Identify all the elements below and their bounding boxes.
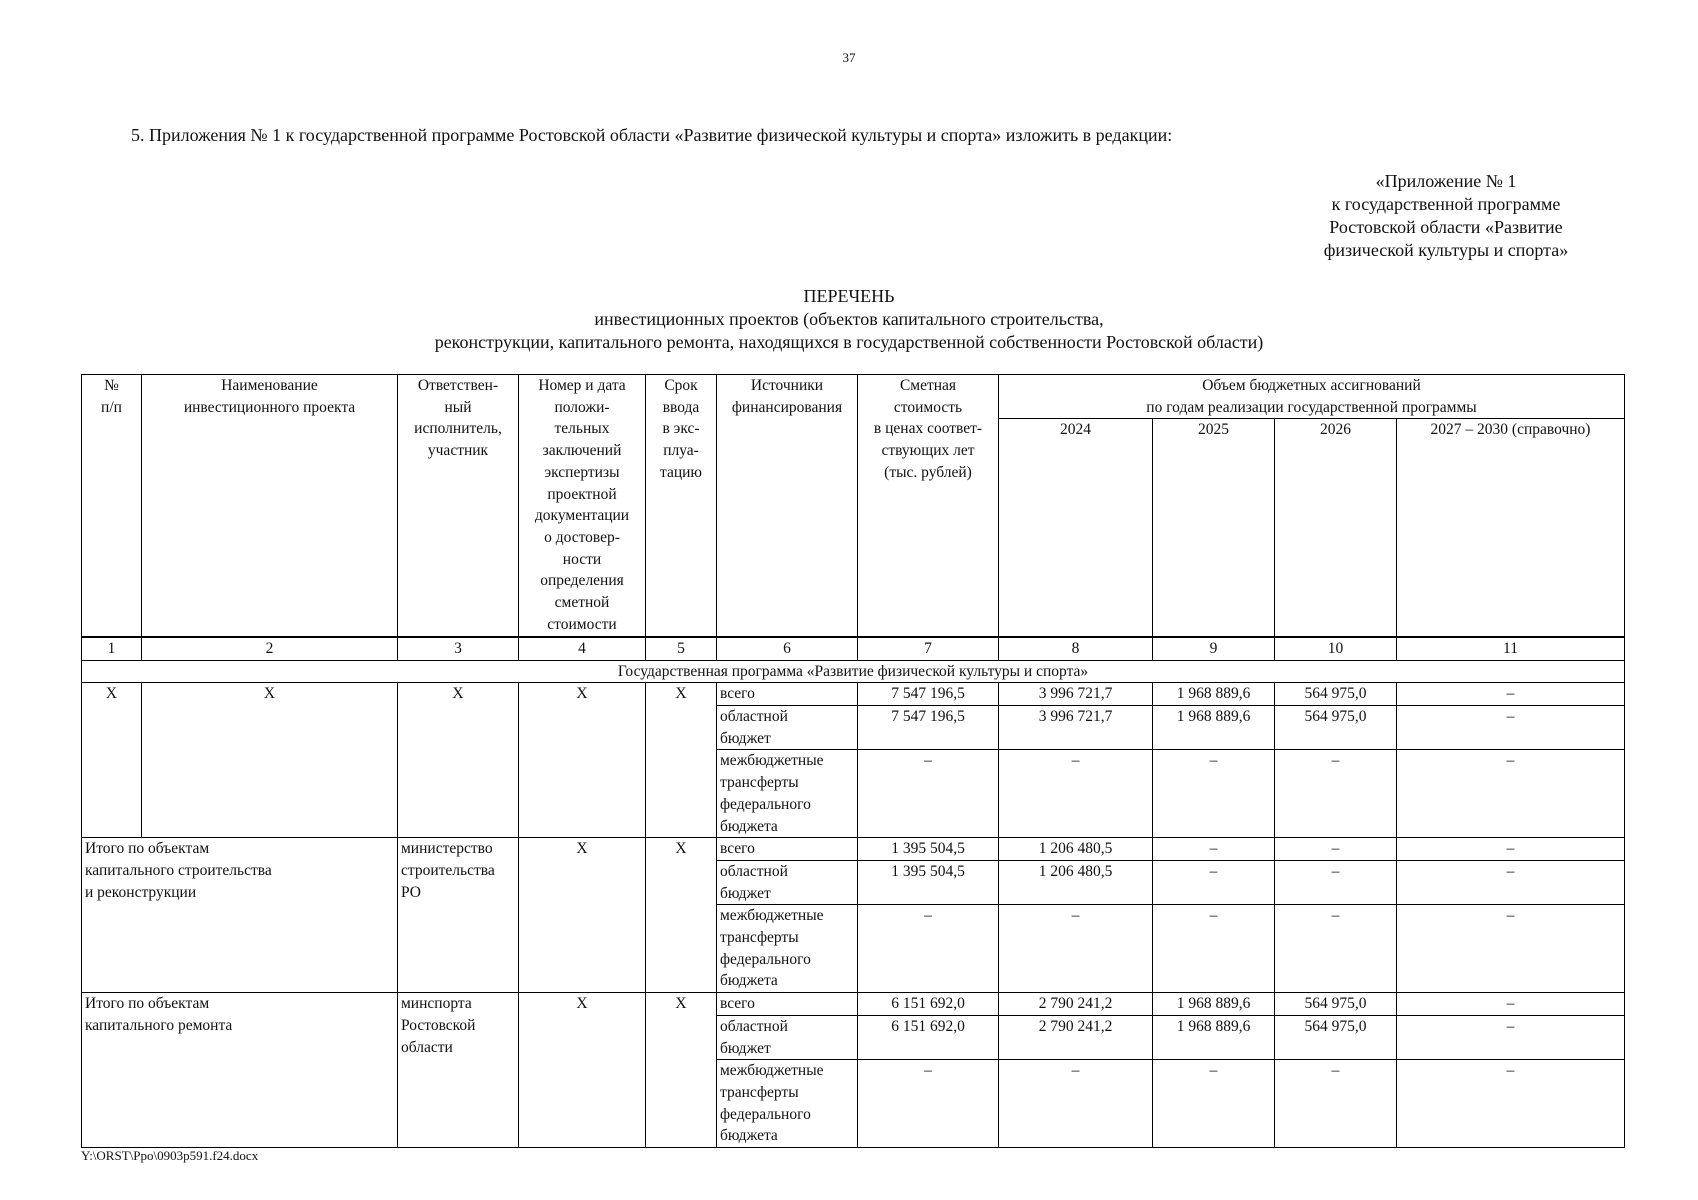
program-cell-5: Х	[646, 683, 717, 838]
year-2024-cell: –	[999, 905, 1153, 993]
year-2024-cell: 1 206 480,5	[999, 838, 1153, 861]
header-cell-budget-group: Объем бюджетных ассигнований по годам реализации государственной программы	[999, 375, 1625, 419]
header-cell-year-2025: 2025	[1153, 419, 1275, 637]
file-path-footer: Y:\ORST\Ppo\0903p591.f24.docx	[81, 1148, 259, 1163]
program-cell-1: Х	[82, 683, 142, 838]
repair-commissioning-cell: Х	[646, 993, 717, 1148]
cost-cell: 7 547 196,5	[858, 683, 999, 706]
table-row	[82, 683, 1625, 706]
year-2024-cell: 1 206 480,5	[999, 860, 1153, 904]
column-number: 6	[717, 637, 858, 660]
header-cell-year-2027-2030: 2027 – 2030 (справочно)	[1397, 419, 1625, 637]
column-number: 3	[398, 637, 519, 660]
year-2027-2030-cell: –	[1397, 1015, 1625, 1059]
year-2026-cell: –	[1275, 838, 1397, 861]
year-2026-cell: –	[1275, 750, 1397, 838]
header-cell-financing-sources: Источники финансирования	[717, 375, 858, 637]
column-number: 5	[646, 637, 717, 660]
year-2027-2030-cell: –	[1397, 683, 1625, 706]
header-cell-year-2024: 2024	[999, 419, 1153, 637]
header-cell-project-name: Наименование инвестиционного проекта	[142, 375, 398, 637]
appendix-caption-line: Ростовской области «Развитие	[1329, 217, 1563, 237]
cost-cell: 6 151 692,0	[858, 1015, 999, 1059]
construction-name-cell: Итого по объектам капитального строительства и реконструкции	[82, 838, 398, 993]
construction-expertise-cell: Х	[519, 838, 646, 993]
source-cell: всего	[717, 993, 858, 1016]
program-cell-4: Х	[519, 683, 646, 838]
header-row	[82, 375, 1625, 419]
cost-cell: –	[858, 1060, 999, 1148]
year-2025-cell: 1 968 889,6	[1153, 1015, 1275, 1059]
page-number: 37	[842, 50, 856, 65]
source-cell: областной бюджет	[717, 706, 858, 750]
column-number: 9	[1153, 637, 1275, 660]
year-2025-cell: 1 968 889,6	[1153, 993, 1275, 1016]
intro-paragraph: 5. Приложения № 1 к государственной программе Ростовской области «Развитие физической культуры и спорта» изложить в редакции:	[131, 125, 1173, 145]
year-2024-cell: 3 996 721,7	[999, 683, 1153, 706]
table-row	[82, 993, 1625, 1016]
title-line: инвестиционных проектов (объектов капитального строительства,	[594, 309, 1104, 329]
year-2027-2030-cell: –	[1397, 993, 1625, 1016]
year-2027-2030-cell: –	[1397, 838, 1625, 861]
source-cell: межбюджетные трансферты федерального бюджета	[717, 1060, 858, 1148]
column-number: 10	[1275, 637, 1397, 660]
repair-name-cell: Итого по объектам капитального ремонта	[82, 993, 398, 1148]
year-2027-2030-cell: –	[1397, 1060, 1625, 1148]
year-2025-cell: –	[1153, 860, 1275, 904]
header-cell-year-2026: 2026	[1275, 419, 1397, 637]
year-2024-cell: –	[999, 750, 1153, 838]
construction-executor-cell: министерство строительства РО	[398, 838, 519, 993]
year-2027-2030-cell: –	[1397, 905, 1625, 993]
cost-cell: 7 547 196,5	[858, 706, 999, 750]
year-2026-cell: –	[1275, 1060, 1397, 1148]
program-cell-2: Х	[142, 683, 398, 838]
source-cell: всего	[717, 838, 858, 861]
column-number: 8	[999, 637, 1153, 660]
repair-executor-cell: минспорта Ростовской области	[398, 993, 519, 1148]
header-cell-estimated-cost: Сметная стоимость в ценах соответ- ствующих лет (тыс. рублей)	[858, 375, 999, 637]
year-2026-cell: 564 975,0	[1275, 706, 1397, 750]
title-line: ПЕРЕЧЕНЬ	[803, 286, 895, 306]
document-title	[0, 285, 1698, 354]
year-2026-cell: 564 975,0	[1275, 993, 1397, 1016]
cost-cell: –	[858, 750, 999, 838]
year-2026-cell: 564 975,0	[1275, 683, 1397, 706]
cost-cell: 6 151 692,0	[858, 993, 999, 1016]
source-cell: всего	[717, 683, 858, 706]
title-line: реконструкции, капитального ремонта, находящихся в государственной собственности Ростовской области)	[434, 332, 1264, 352]
year-2024-cell: 2 790 241,2	[999, 993, 1153, 1016]
column-number: 1	[82, 637, 142, 660]
year-2025-cell: –	[1153, 750, 1275, 838]
column-numbers-row	[82, 637, 1625, 660]
year-2026-cell: –	[1275, 905, 1397, 993]
year-2027-2030-cell: –	[1397, 860, 1625, 904]
header-cell-commissioning: Срок ввода в экс- плуа- тацию	[646, 375, 717, 637]
program-cell-3: Х	[398, 683, 519, 838]
repair-expertise-cell: Х	[519, 993, 646, 1148]
column-number: 2	[142, 637, 398, 660]
construction-commissioning-cell: Х	[646, 838, 717, 993]
year-2024-cell: 2 790 241,2	[999, 1015, 1153, 1059]
column-number: 4	[519, 637, 646, 660]
source-cell: межбюджетные трансферты федерального бюджета	[717, 905, 858, 993]
appendix-caption-line: «Приложение № 1	[1375, 171, 1517, 191]
year-2027-2030-cell: –	[1397, 750, 1625, 838]
year-2025-cell: 1 968 889,6	[1153, 706, 1275, 750]
year-2024-cell: 3 996 721,7	[999, 706, 1153, 750]
cost-cell: –	[858, 905, 999, 993]
header-cell-executor: Ответствен- ный исполнитель, участник	[398, 375, 519, 637]
program-title-cell: Государственная программа «Развитие физической культуры и спорта»	[82, 660, 1625, 683]
header-cell-number: № п/п	[82, 375, 142, 637]
year-2026-cell: –	[1275, 860, 1397, 904]
appendix-caption-line: физической культуры и спорта»	[1323, 240, 1569, 260]
year-2025-cell: –	[1153, 1060, 1275, 1148]
year-2025-cell: 1 968 889,6	[1153, 683, 1275, 706]
header-cell-expertise: Номер и дата положи- тельных заключений экспертизы проектной документации о достовер- ности определения сметной стоимости	[519, 375, 646, 637]
investment-projects-table	[81, 374, 1625, 1148]
source-cell: областной бюджет	[717, 860, 858, 904]
column-number: 7	[858, 637, 999, 660]
program-row	[82, 660, 1625, 683]
table-row	[82, 838, 1625, 861]
source-cell: областной бюджет	[717, 1015, 858, 1059]
year-2026-cell: 564 975,0	[1275, 1015, 1397, 1059]
year-2025-cell: –	[1153, 838, 1275, 861]
column-number: 11	[1397, 637, 1625, 660]
appendix-caption	[1300, 170, 1592, 262]
year-2027-2030-cell: –	[1397, 706, 1625, 750]
source-cell: межбюджетные трансферты федерального бюджета	[717, 750, 858, 838]
year-2024-cell: –	[999, 1060, 1153, 1148]
year-2025-cell: –	[1153, 905, 1275, 993]
cost-cell: 1 395 504,5	[858, 838, 999, 861]
appendix-caption-line: к государственной программе	[1331, 194, 1561, 214]
cost-cell: 1 395 504,5	[858, 860, 999, 904]
